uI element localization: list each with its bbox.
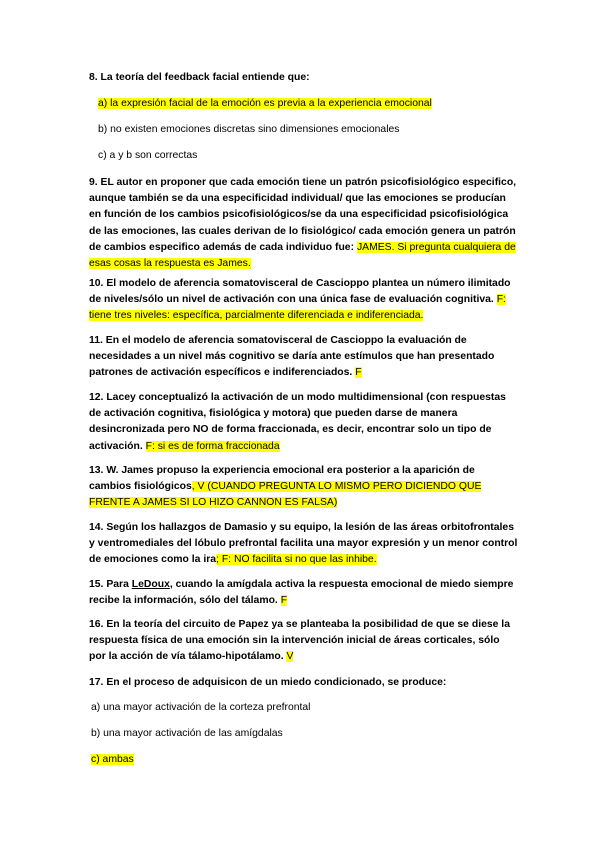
question-8-option-c: c) a y b son correctas [98, 150, 198, 161]
question-12 [89, 390, 519, 455]
question-13-text: 13. W. James propuso la experiencia emocional era posterior a la aparición de cambios fisiológicos [89, 465, 475, 493]
question-11-text: 11. En el modelo de aferencia somatovisceral de Cascioppo la evaluación de necesidades a un nivel más cognitivo se daría ante estímulos que han presentado patrones de activación específicos e indiferenciados. [89, 335, 495, 379]
question-17-option-c [91, 752, 521, 768]
question-15-name: LeDoux [131, 579, 170, 590]
question-14-answer: ; F: NO facilita si no que las inhibe. [216, 554, 377, 566]
question-8-option-b: b) no existen emociones discretas sino dimensiones emocionales [98, 124, 400, 135]
question-10 [89, 276, 519, 325]
question-15-answer: F [280, 595, 288, 607]
question-10-text: 10. El modelo de aferencia somatovisceral de Cascioppo plantea un número ilimitado de niveles/sólo un nivel de activación con una única fase de evaluación cognitiva. [89, 278, 511, 306]
option-a-highlight: a) la expresión facial de la emoción es previa a la experiencia emocional [98, 98, 432, 109]
question-11-answer: F [355, 367, 362, 379]
question-17-option-a: a) una mayor activación de la corteza prefrontal [91, 702, 311, 713]
question-12-answer: F: si es de forma fraccionada [145, 440, 280, 452]
option-c-highlight: c) ambas [91, 754, 134, 765]
question-13-answer: , V (CUANDO PREGUNTA LO MISMO PERO DICIENDO QUE FRENTE A JAMES SI LO HIZO CANNON ES FALSA) [89, 481, 482, 509]
question-14-text: 14. Según los hallazgos de Damasio y su equipo, la lesión de las áreas orbitofrontales y ventromediales del lóbulo prefrontal facilita una mayor expresión y un menor control de emociones como la ira [89, 522, 518, 566]
question-13 [89, 463, 519, 512]
question-11 [89, 333, 519, 382]
question-17-option-b: b) una mayor activación de las amígdalas [91, 728, 283, 739]
question-16 [89, 617, 519, 666]
question-9 [89, 175, 519, 272]
question-15-pre: 15. Para [89, 579, 132, 590]
question-17-stem: 17. En el proceso de adquisicon de un miedo condicionado, se produce: [89, 677, 447, 688]
question-9-text: 9. EL autor en proponer que cada emoción tiene un patrón psicofisiológico especifico, aunque también se da una especificidad individual/ que las emociones se producían en función de los cambios psicofisiológicos/se da una especificidad psicofisiológica de las emociones, las cuales derivan de lo fisiológico/ cada emoción genera un patrón de cambios especifico además de cada individuo fue: [89, 177, 517, 253]
question-8-stem: 8. La teoría del feedback facial entiende que: [89, 72, 310, 83]
question-10-answer: F: tiene tres niveles: específica, parcialmente diferenciada e indiferenciada. [89, 294, 506, 322]
question-9-answer: JAMES. Si pregunta cualquiera de esas cosas la respuesta es James. [89, 241, 516, 270]
question-12-text: 12. Lacey conceptualizó la activación de un modo multidimensional (con respuestas de activación cognitiva, fisiológica y motora) que pueden darse de manera desincronizada pero NO de forma fraccionada, es decir, encontrar solo un tipo de activación. [89, 392, 506, 452]
question-16-text: 16. En la teoría del circuito de Papez ya se planteaba la posibilidad de que se diese la respuesta física de una emoción sin la intervención inicial de áreas corticales, sólo por la acción de vía tálamo-hipotálamo. [89, 619, 510, 663]
question-8-option-a [98, 96, 528, 112]
question-16-answer: V [286, 651, 294, 663]
question-14 [89, 520, 519, 569]
question-15 [89, 577, 519, 609]
question-15-post: , cuando la amígdala activa la respuesta emocional de miedo siempre recibe la información, sólo del tálamo. [89, 579, 514, 607]
